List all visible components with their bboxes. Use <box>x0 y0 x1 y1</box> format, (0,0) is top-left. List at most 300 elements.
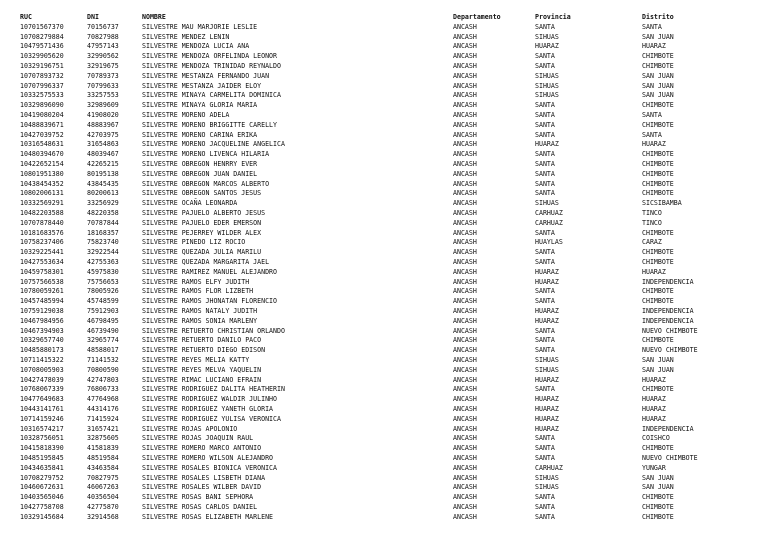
cell-dni: 80195138 <box>87 169 119 178</box>
cell-dni: 46739490 <box>87 326 119 335</box>
table-row <box>0 170 768 180</box>
cell-nombre: SILVESTRE MENDOZA ORFELINDA LEONOR <box>142 52 277 61</box>
table-row <box>0 248 768 258</box>
cell-provincia: SANTA <box>535 169 555 178</box>
cell-dni: 48588017 <box>87 346 119 355</box>
cell-distrito: TINCO <box>642 209 662 217</box>
cell-distrito: CHIMBOTE <box>642 444 674 453</box>
cell-nombre: SILVESTRE MINAYA CARMELITA DOMINICA <box>142 91 281 100</box>
cell-dni: 75756653 <box>87 277 119 286</box>
cell-departamento: ANCASH <box>453 140 477 149</box>
cell-ruc: 10701567370 <box>20 22 64 31</box>
cell-dni: 48220358 <box>87 209 119 217</box>
cell-provincia: SIHUAS <box>535 81 559 90</box>
cell-dni: 41581839 <box>87 444 119 453</box>
cell-nombre: SILVESTRE ROSALES BIONICA VERONICA <box>142 463 277 472</box>
cell-nombre: SILVESTRE MESTANZA JAIDER ELOY <box>142 81 262 90</box>
table-row <box>0 189 768 199</box>
cell-nombre: SILVESTRE ROMERO WILSON ALEJANDRO <box>142 454 274 462</box>
cell-nombre: SILVESTRE MENDOZA LUCIA ANA <box>142 42 250 51</box>
cell-distrito: INDEPENDENCIA <box>642 316 694 325</box>
cell-provincia: SANTA <box>535 434 555 443</box>
header-departamento: Departamento <box>453 13 501 21</box>
cell-nombre: SILVESTRE MORENO ADELA <box>142 111 230 119</box>
cell-provincia: HUARAZ <box>535 267 559 276</box>
cell-provincia: SANTA <box>535 297 555 306</box>
cell-dni: 71141532 <box>87 356 119 364</box>
table-row <box>0 385 768 395</box>
cell-provincia: SIHUAS <box>535 356 559 364</box>
cell-distrito: CHIMBOTE <box>642 169 674 178</box>
table-row <box>0 238 768 248</box>
cell-ruc: 10485195845 <box>20 454 64 462</box>
cell-distrito: SANTA <box>642 130 662 139</box>
cell-dni: 70799633 <box>87 81 119 90</box>
cell-provincia: SIHUAS <box>535 199 559 208</box>
cell-distrito: CHIMBOTE <box>642 385 674 394</box>
table-row <box>0 493 768 503</box>
cell-departamento: ANCASH <box>453 91 477 100</box>
cell-dni: 48039467 <box>87 150 119 159</box>
table-row <box>0 82 768 92</box>
cell-distrito: HUARAZ <box>642 42 666 51</box>
cell-nombre: SILVESTRE RETUERTO CHRISTIAN ORLANDO <box>142 326 285 335</box>
cell-dni: 70789373 <box>87 71 119 80</box>
table-row <box>0 503 768 513</box>
cell-nombre: SILVESTRE REYES MELVA YAQUELIN <box>142 365 262 374</box>
cell-departamento: ANCASH <box>453 199 477 208</box>
cell-departamento: ANCASH <box>453 267 477 276</box>
cell-dni: 32990562 <box>87 52 119 61</box>
cell-dni: 18168357 <box>87 228 119 237</box>
table-row <box>0 33 768 43</box>
cell-departamento: ANCASH <box>453 218 477 227</box>
table-row <box>0 376 768 386</box>
header-provincia: Provincia <box>535 13 571 21</box>
cell-provincia: HUARAZ <box>535 424 559 433</box>
cell-nombre: SILVESTRE ROSAS BANI SEPHORA <box>142 493 254 502</box>
cell-ruc: 10332575533 <box>20 91 64 100</box>
cell-dni: 41908020 <box>87 111 119 119</box>
cell-departamento: ANCASH <box>453 326 477 335</box>
cell-provincia: HUARAZ <box>535 277 559 286</box>
cell-ruc: 10419080204 <box>20 111 64 119</box>
cell-nombre: SILVESTRE MESTANZA FERNANDO JUAN <box>142 71 270 80</box>
cell-nombre: SILVESTRE RETUERTO DIEGO EDISON <box>142 346 266 355</box>
header-nombre: NOMBRE <box>142 13 166 21</box>
cell-ruc: 10329196751 <box>20 62 64 70</box>
header-dni: DNI <box>87 13 99 21</box>
cell-distrito: COISHCO <box>642 434 670 443</box>
cell-provincia: SANTA <box>535 160 555 168</box>
cell-ruc: 10329145684 <box>20 512 64 521</box>
cell-distrito: SAN JUAN <box>642 91 674 100</box>
cell-distrito: HUARAZ <box>642 405 666 413</box>
cell-provincia: CARHUAZ <box>535 218 563 227</box>
cell-ruc: 10477649683 <box>20 395 64 404</box>
cell-distrito: SICSIBAMBA <box>642 199 682 208</box>
cell-ruc: 10403565046 <box>20 493 64 502</box>
cell-dni: 70787844 <box>87 218 119 227</box>
table-row <box>0 327 768 337</box>
cell-nombre: SILVESTRE MAU MARJORIE LESLIE <box>142 22 258 31</box>
cell-distrito: CHIMBOTE <box>642 101 674 110</box>
cell-dni: 46798495 <box>87 316 119 325</box>
cell-ruc: 10427758708 <box>20 503 64 511</box>
cell-distrito: CHIMBOTE <box>642 512 674 521</box>
table-row <box>0 52 768 62</box>
cell-departamento: ANCASH <box>453 365 477 374</box>
table-row <box>0 366 768 376</box>
cell-distrito: SAN JUAN <box>642 32 674 41</box>
table-row <box>0 336 768 346</box>
cell-departamento: ANCASH <box>453 463 477 472</box>
cell-nombre: SILVESTRE RAMIREZ MANUEL ALEJANDRO <box>142 267 277 276</box>
cell-distrito: TINCO <box>642 218 662 227</box>
cell-provincia: SANTA <box>535 150 555 159</box>
cell-provincia: CARHUAZ <box>535 463 563 472</box>
cell-provincia: HUARAZ <box>535 42 559 51</box>
cell-departamento: ANCASH <box>453 434 477 443</box>
table-row <box>0 121 768 131</box>
table-row <box>0 415 768 425</box>
cell-distrito: CHIMBOTE <box>642 248 674 257</box>
table-row <box>0 513 768 523</box>
cell-departamento: ANCASH <box>453 248 477 257</box>
cell-distrito: YUNGAR <box>642 463 666 472</box>
cell-ruc: 10780059261 <box>20 287 64 296</box>
cell-distrito: NUEVO CHIMBOTE <box>642 346 698 355</box>
cell-distrito: SAN JUAN <box>642 71 674 80</box>
cell-departamento: ANCASH <box>453 130 477 139</box>
cell-distrito: SAN JUAN <box>642 473 674 482</box>
cell-departamento: ANCASH <box>453 385 477 394</box>
cell-nombre: SILVESTRE RAMOS NATALY JUDITH <box>142 307 258 315</box>
cell-distrito: SANTA <box>642 22 662 31</box>
cell-provincia: SIHUAS <box>535 32 559 41</box>
table-row <box>0 268 768 278</box>
cell-provincia: SANTA <box>535 258 555 266</box>
cell-nombre: SILVESTRE ROSALES WILBER DAVID <box>142 483 262 492</box>
table-row <box>0 209 768 219</box>
cell-provincia: SANTA <box>535 101 555 110</box>
cell-dni: 42703975 <box>87 130 119 139</box>
cell-ruc: 10802006131 <box>20 189 64 198</box>
cell-dni: 71415924 <box>87 414 119 423</box>
cell-dni: 76806733 <box>87 385 119 394</box>
cell-departamento: ANCASH <box>453 512 477 521</box>
cell-nombre: SILVESTRE ROSALES LISBETH DIANA <box>142 473 266 482</box>
cell-departamento: ANCASH <box>453 356 477 364</box>
cell-distrito: HUARAZ <box>642 267 666 276</box>
cell-ruc: 10707996337 <box>20 81 64 90</box>
cell-distrito: CHIMBOTE <box>642 336 674 345</box>
cell-dni: 47957143 <box>87 42 119 51</box>
cell-provincia: SANTA <box>535 52 555 61</box>
cell-ruc: 10415818390 <box>20 444 64 453</box>
cell-ruc: 10460672631 <box>20 483 64 492</box>
cell-dni: 32922544 <box>87 248 119 257</box>
cell-dni: 70800590 <box>87 365 119 374</box>
cell-dni: 33256929 <box>87 199 119 208</box>
cell-departamento: ANCASH <box>453 395 477 404</box>
cell-distrito: CHIMBOTE <box>642 297 674 306</box>
cell-ruc: 10332569291 <box>20 199 64 208</box>
cell-dni: 32989609 <box>87 101 119 110</box>
cell-ruc: 10459758301 <box>20 267 64 276</box>
cell-nombre: SILVESTRE MENDOZA TRINIDAD REYNALDO <box>142 62 281 70</box>
cell-provincia: HUARAZ <box>535 316 559 325</box>
cell-provincia: SANTA <box>535 179 555 188</box>
cell-departamento: ANCASH <box>453 405 477 413</box>
table-row <box>0 307 768 317</box>
cell-provincia: CARHUAZ <box>535 209 563 217</box>
table-row <box>0 425 768 435</box>
table-row <box>0 150 768 160</box>
table-row <box>0 140 768 150</box>
cell-distrito: SAN JUAN <box>642 356 674 364</box>
cell-ruc: 10758237406 <box>20 238 64 247</box>
cell-nombre: SILVESTRE RAMOS SONIA MARLENY <box>142 316 258 325</box>
cell-departamento: ANCASH <box>453 179 477 188</box>
cell-distrito: CHIMBOTE <box>642 503 674 511</box>
cell-dni: 42747803 <box>87 375 119 384</box>
table-row <box>0 199 768 209</box>
cell-ruc: 10329657740 <box>20 336 64 345</box>
cell-distrito: HUARAZ <box>642 414 666 423</box>
cell-ruc: 10329905620 <box>20 52 64 61</box>
table-row <box>0 160 768 170</box>
table-row <box>0 23 768 33</box>
cell-departamento: ANCASH <box>453 120 477 129</box>
cell-ruc: 10181683576 <box>20 228 64 237</box>
cell-ruc: 10467984956 <box>20 316 64 325</box>
table-row <box>0 483 768 493</box>
cell-nombre: SILVESTRE RODRIGUEZ WALDIR JULINHO <box>142 395 277 404</box>
cell-provincia: SANTA <box>535 336 555 345</box>
cell-ruc: 10759129038 <box>20 307 64 315</box>
cell-departamento: ANCASH <box>453 375 477 384</box>
cell-dni: 75823740 <box>87 238 119 247</box>
cell-distrito: INDEPENDENCIA <box>642 307 694 315</box>
cell-nombre: SILVESTRE QUEZADA JULIA MARILU <box>142 248 262 257</box>
cell-dni: 32919675 <box>87 62 119 70</box>
cell-nombre: SILVESTRE REYES MELIA KATTY <box>142 356 250 364</box>
cell-ruc: 10708279752 <box>20 473 64 482</box>
cell-provincia: SANTA <box>535 346 555 355</box>
cell-departamento: ANCASH <box>453 160 477 168</box>
cell-nombre: SILVESTRE RODRIGUEZ YULISA VERONICA <box>142 414 281 423</box>
cell-departamento: ANCASH <box>453 414 477 423</box>
cell-provincia: SANTA <box>535 248 555 257</box>
cell-provincia: SIHUAS <box>535 473 559 482</box>
cell-ruc: 10480394670 <box>20 150 64 159</box>
cell-departamento: ANCASH <box>453 473 477 482</box>
cell-nombre: SILVESTRE MENDEZ LENIN <box>142 32 230 41</box>
cell-nombre: SILVESTRE RAMOS ELFY JUDITH <box>142 277 250 286</box>
cell-nombre: SILVESTRE RODRIGUEZ YANETH GLORIA <box>142 405 274 413</box>
cell-provincia: SANTA <box>535 189 555 198</box>
cell-provincia: SIHUAS <box>535 365 559 374</box>
cell-nombre: SILVESTRE RODRIGUEZ DALITA HEATHERIN <box>142 385 285 394</box>
cell-distrito: CHIMBOTE <box>642 179 674 188</box>
cell-dni: 33257553 <box>87 91 119 100</box>
cell-ruc: 10443141761 <box>20 405 64 413</box>
cell-dni: 70827975 <box>87 473 119 482</box>
cell-dni: 45748599 <box>87 297 119 306</box>
table-row <box>0 42 768 52</box>
cell-distrito: SANTA <box>642 111 662 119</box>
cell-distrito: CHIMBOTE <box>642 62 674 70</box>
cell-nombre: SILVESTRE ROSAS CARLOS DANIEL <box>142 503 258 511</box>
cell-departamento: ANCASH <box>453 169 477 178</box>
cell-provincia: SIHUAS <box>535 483 559 492</box>
cell-departamento: ANCASH <box>453 42 477 51</box>
table-row <box>0 111 768 121</box>
header-distrito: Distrito <box>642 13 674 21</box>
cell-ruc: 10482203588 <box>20 209 64 217</box>
cell-nombre: SILVESTRE ROJAS APOLONIO <box>142 424 238 433</box>
cell-provincia: SIHUAS <box>535 71 559 80</box>
table-row <box>0 180 768 190</box>
cell-nombre: SILVESTRE RETUERTO DANILO PACO <box>142 336 262 345</box>
cell-dni: 78005926 <box>87 287 119 296</box>
table-row <box>0 219 768 229</box>
cell-nombre: SILVESTRE PEJERREY WILDER ALEX <box>142 228 262 237</box>
cell-distrito: HUARAZ <box>642 375 666 384</box>
cell-dni: 42775870 <box>87 503 119 511</box>
cell-nombre: SILVESTRE RIMAC LUCIANO EFRAIN <box>142 375 262 384</box>
cell-departamento: ANCASH <box>453 454 477 462</box>
cell-nombre: SILVESTRE ROJAS JOAQUIN RAUL <box>142 434 254 443</box>
cell-departamento: ANCASH <box>453 228 477 237</box>
cell-nombre: SILVESTRE OBREGON MARCOS ALBERTO <box>142 179 270 188</box>
cell-departamento: ANCASH <box>453 62 477 70</box>
cell-dni: 44314176 <box>87 405 119 413</box>
cell-distrito: CHIMBOTE <box>642 287 674 296</box>
cell-departamento: ANCASH <box>453 287 477 296</box>
cell-distrito: CHIMBOTE <box>642 120 674 129</box>
cell-departamento: ANCASH <box>453 150 477 159</box>
cell-departamento: ANCASH <box>453 209 477 217</box>
cell-departamento: ANCASH <box>453 444 477 453</box>
cell-departamento: ANCASH <box>453 101 477 110</box>
table-row <box>0 356 768 366</box>
cell-dni: 70156737 <box>87 22 119 31</box>
cell-distrito: HUARAZ <box>642 395 666 404</box>
table-row <box>0 395 768 405</box>
cell-provincia: SANTA <box>535 111 555 119</box>
cell-nombre: SILVESTRE ROSAS ELIZABETH MARLENE <box>142 512 274 521</box>
cell-nombre: SILVESTRE QUEZADA MARGARITA JAEL <box>142 258 270 266</box>
cell-provincia: SANTA <box>535 287 555 296</box>
cell-nombre: SILVESTRE MORENO BRIGGITTE CARELLY <box>142 120 277 129</box>
cell-ruc: 10708279884 <box>20 32 64 41</box>
table-row <box>0 464 768 474</box>
cell-provincia: SANTA <box>535 493 555 502</box>
cell-ruc: 10316548631 <box>20 140 64 149</box>
cell-nombre: SILVESTRE MINAYA GLORIA MARIA <box>142 101 258 110</box>
cell-distrito: NUEVO CHIMBOTE <box>642 326 698 335</box>
cell-dni: 46067263 <box>87 483 119 492</box>
cell-departamento: ANCASH <box>453 277 477 286</box>
table-row <box>0 131 768 141</box>
cell-ruc: 10422652154 <box>20 160 64 168</box>
cell-distrito: CHIMBOTE <box>642 52 674 61</box>
cell-dni: 31657421 <box>87 424 119 433</box>
cell-provincia: HUARAZ <box>535 414 559 423</box>
cell-ruc: 10467394903 <box>20 326 64 335</box>
cell-departamento: ANCASH <box>453 111 477 119</box>
cell-dni: 47764968 <box>87 395 119 404</box>
table-row <box>0 72 768 82</box>
cell-provincia: HUARAZ <box>535 140 559 149</box>
cell-provincia: SANTA <box>535 385 555 394</box>
table-row <box>0 317 768 327</box>
cell-ruc: 10329896090 <box>20 101 64 110</box>
cell-dni: 43845435 <box>87 179 119 188</box>
header-ruc: RUC <box>20 13 32 21</box>
cell-distrito: CHIMBOTE <box>642 150 674 159</box>
cell-ruc: 10329225441 <box>20 248 64 257</box>
cell-ruc: 10457485994 <box>20 297 64 306</box>
cell-dni: 40356504 <box>87 493 119 502</box>
cell-departamento: ANCASH <box>453 316 477 325</box>
cell-ruc: 10427039752 <box>20 130 64 139</box>
cell-dni: 75912903 <box>87 307 119 315</box>
cell-provincia: SANTA <box>535 326 555 335</box>
cell-distrito: CHIMBOTE <box>642 258 674 266</box>
table-row <box>0 444 768 454</box>
cell-provincia: SANTA <box>535 22 555 31</box>
table-row <box>0 229 768 239</box>
cell-distrito: CHIMBOTE <box>642 189 674 198</box>
cell-ruc: 10328756051 <box>20 434 64 443</box>
cell-distrito: SAN JUAN <box>642 483 674 492</box>
cell-provincia: HUARAZ <box>535 375 559 384</box>
cell-distrito: CARAZ <box>642 238 662 247</box>
cell-dni: 48883967 <box>87 120 119 129</box>
cell-dni: 42755363 <box>87 258 119 266</box>
table-row <box>0 434 768 444</box>
cell-distrito: CHIMBOTE <box>642 228 674 237</box>
cell-departamento: ANCASH <box>453 189 477 198</box>
table-row <box>0 91 768 101</box>
cell-provincia: SANTA <box>535 228 555 237</box>
cell-distrito: NUEVO CHIMBOTE <box>642 454 698 462</box>
cell-dni: 32965774 <box>87 336 119 345</box>
cell-departamento: ANCASH <box>453 336 477 345</box>
cell-provincia: HUARAZ <box>535 307 559 315</box>
cell-provincia: SANTA <box>535 444 555 453</box>
cell-ruc: 10757566538 <box>20 277 64 286</box>
cell-provincia: SANTA <box>535 512 555 521</box>
cell-distrito: SAN JUAN <box>642 365 674 374</box>
table-row <box>0 346 768 356</box>
cell-nombre: SILVESTRE OBREGON SANTOS JESUS <box>142 189 262 198</box>
cell-ruc: 10708005903 <box>20 365 64 374</box>
cell-dni: 42265215 <box>87 160 119 168</box>
cell-nombre: SILVESTRE OCAÑA LEONARDA <box>142 199 238 208</box>
cell-ruc: 10434635841 <box>20 463 64 472</box>
cell-nombre: SILVESTRE MORENO CARINA ERIKA <box>142 130 258 139</box>
cell-provincia: SANTA <box>535 120 555 129</box>
cell-provincia: HUARAZ <box>535 405 559 413</box>
cell-nombre: SILVESTRE MORENO LIVENCA HILARIA <box>142 150 270 159</box>
cell-ruc: 10711415322 <box>20 356 64 364</box>
cell-nombre: SILVESTRE ROMERO MARCO ANTONIO <box>142 444 262 453</box>
cell-nombre: SILVESTRE PAJUELO ALBERTO JESUS <box>142 209 266 217</box>
